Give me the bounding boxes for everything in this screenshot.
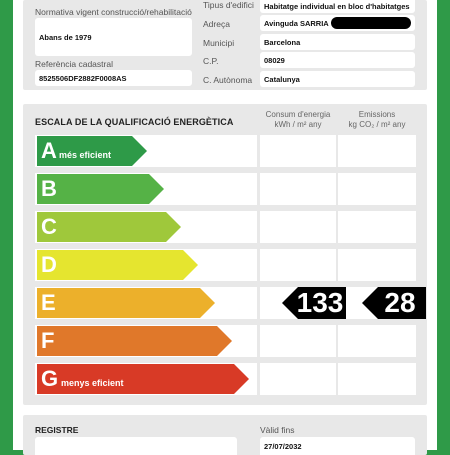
grade-arrow-b xyxy=(37,174,164,204)
grade-arrow-a xyxy=(37,136,147,166)
cadastral-label: Referència cadastral xyxy=(35,59,113,69)
grade-letter-g: G xyxy=(41,366,59,391)
cadastral-field: 8525506DF2882F0008AS xyxy=(35,70,192,86)
grade-arrow-d xyxy=(37,250,198,280)
regulation-label: Normativa vigent construcció/rehabilitació xyxy=(35,7,192,17)
consumption-cell-a xyxy=(260,135,336,167)
emissions-header-line2: kg CO₂ / m² any xyxy=(348,120,406,129)
address-label: Adreça xyxy=(203,19,230,29)
least-efficient-label: menys eficient xyxy=(61,378,124,388)
emissions-cell-d xyxy=(338,249,416,281)
building-type-label: Tipus d'edifici xyxy=(203,0,254,10)
emissions-header xyxy=(338,110,416,130)
registry-label: REGISTRE xyxy=(35,425,79,435)
registry-field xyxy=(35,437,237,455)
grade-arrow-e xyxy=(37,288,215,318)
grade-letter-a: A xyxy=(41,138,57,163)
address-field xyxy=(260,15,415,31)
consumption-cell-g xyxy=(260,363,336,395)
valid-until-label: Vàlid fins xyxy=(260,425,295,435)
emissions-rating-badge xyxy=(362,287,426,319)
building-type-field: Habitatge individual en bloc d'habitatges xyxy=(260,0,415,13)
postal-code-field: 08029 xyxy=(260,52,415,68)
certificate-sheet xyxy=(13,0,437,450)
grade-letter-b: B xyxy=(41,176,57,201)
consumption-rating-badge-value: 133 xyxy=(296,287,344,318)
consumption-cell-c xyxy=(260,211,336,243)
emissions-cell-a xyxy=(338,135,416,167)
most-efficient-label: més eficient xyxy=(59,150,112,160)
consumption-rating-badge xyxy=(282,287,346,319)
regulation-field: Abans de 1979 xyxy=(35,18,192,56)
region-field: Catalunya xyxy=(260,71,415,87)
scale-title: ESCALA DE LA QUALIFICACIÓ ENERGÈTICA xyxy=(35,117,234,127)
grade-letter-f: F xyxy=(41,328,55,353)
emissions-header-line1: Emissions xyxy=(358,110,396,119)
consumption-cell-b xyxy=(260,173,336,205)
grade-letter-d: D xyxy=(41,252,57,277)
emissions-cell-c xyxy=(338,211,416,243)
emissions-rating-badge-value: 28 xyxy=(384,287,416,318)
consumption-cell-f xyxy=(260,325,336,357)
municipality-field: Barcelona xyxy=(260,34,415,50)
grade-letter-c: C xyxy=(41,214,57,239)
address-value: Avinguda SARRIA xyxy=(264,18,329,28)
address-redaction xyxy=(331,17,411,29)
grade-letter-e: E xyxy=(41,290,56,315)
municipality-label: Municipi xyxy=(203,38,235,48)
grade-arrow-f xyxy=(37,326,232,356)
building-info-panel xyxy=(23,0,427,90)
postal-code-label: C.P. xyxy=(203,56,219,66)
energy-scale-panel xyxy=(23,104,427,405)
grade-arrow-g xyxy=(37,364,249,394)
grade-arrow-c xyxy=(37,212,181,242)
valid-until-field: 27/07/2032 xyxy=(260,437,415,455)
consumption-header-line1: Consum d'energia xyxy=(265,110,331,119)
consumption-header xyxy=(260,110,336,130)
consumption-cell-d xyxy=(260,249,336,281)
consumption-header-line2: kWh / m² any xyxy=(274,120,322,129)
registry-panel xyxy=(23,415,427,455)
emissions-cell-f xyxy=(338,325,416,357)
region-label: C. Autònoma xyxy=(203,75,253,85)
emissions-cell-b xyxy=(338,173,416,205)
emissions-cell-g xyxy=(338,363,416,395)
